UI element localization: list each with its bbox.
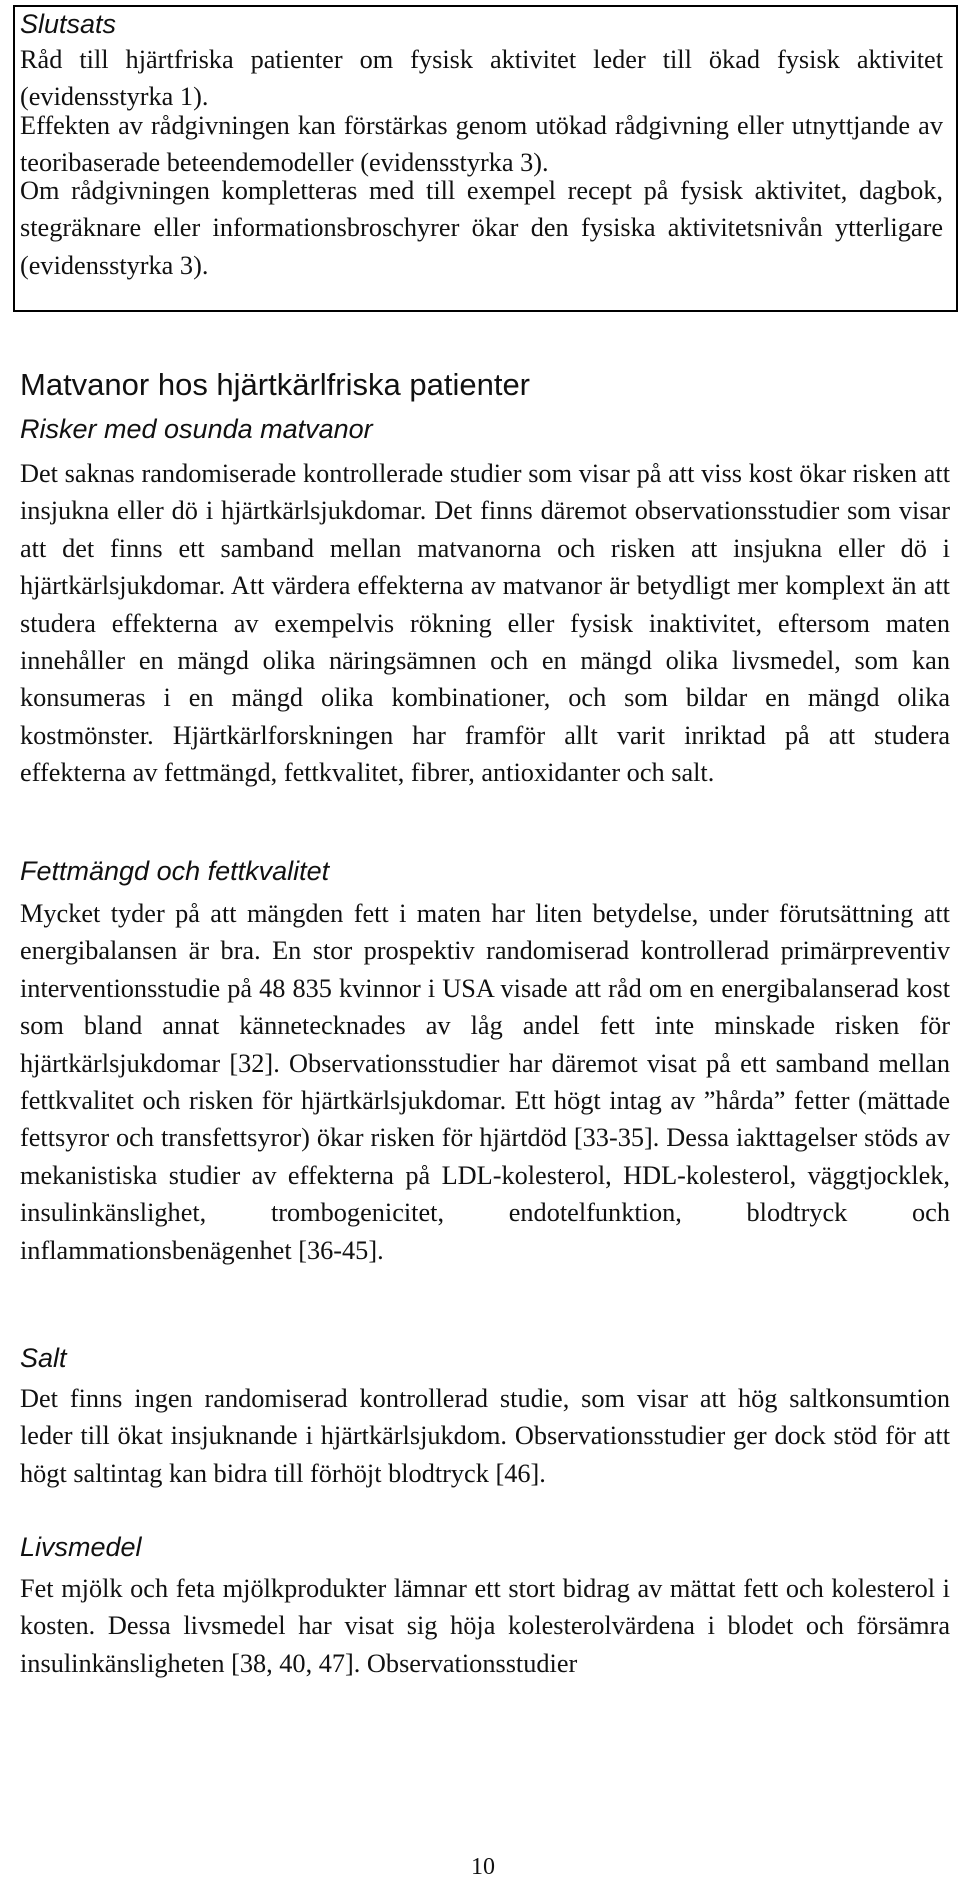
risks-paragraph: Det saknas randomiserade kontrollerade studier som visar på att viss kost ökar risken att insjukna eller dö i hjärtkärlsjukdomar. Det finns däremot observationsstudier som visar att det finns ett samband mellan matvanorna och risken att insjukna eller dö i hjärtkärlsjukdomar. Att värdera effekterna av matvanor är betydligt mer komplext än att studera effekterna av exempelvis rökning eller fysisk inaktivitet, eftersom maten innehåller en mängd olika näringsämnen och en mängd olika livsmedel, som kan konsumeras i en mängd olika kombinationer, och som bildar en mängd olika kostmönster. Hjärtkärlforskningen har framför allt varit inriktad på att studera effekterna av fettmängd, fettkvalitet, fibrer, antioxidanter och salt. <box>20 459 950 788</box>
food-paragraph: Fet mjölk och feta mjölkprodukter lämnar ett stort bidrag av mättat fett och kolesterol i kosten. Dessa livsmedel har visat sig höja kolesterolvärdena i blodet och försämra insulinkänsligheten [38, 40, 47]. Observationsstudier <box>20 1574 950 1678</box>
subheading-risks: Risker med osunda matvanor <box>20 414 373 444</box>
conclusion-title: Slutsats <box>20 9 117 39</box>
conclusion-paragraph: Råd till hjärtfriska patienter om fysisk aktivitet leder till ökad fysisk aktivitet (evidensstyrka 1). <box>20 45 943 112</box>
document-page <box>10 0 950 1891</box>
salt-paragraph: Det finns ingen randomiserad kontrollerad studie, som visar att hög saltkonsumtion leder till ökat insjuknande i hjärtkärlsjukdom. Observationsstudier ger dock stöd för att högt saltintag kan bidra till förhöjt blodtryck [46]. <box>20 1384 950 1488</box>
fat-paragraph: Mycket tyder på att mängden fett i maten har liten betydelse, under förutsättning att energibalansen är bra. En stor prospektiv randomiserad kontrollerad primärpreventiv interventionsstudie på 48 835 kvinnor i USA visade att råd om en energibalanserad kost som bland annat kännetecknades av låg andel fett inte minskade risken för hjärtkärlsjukdomar [32]. Observationsstudier har däremot visat på ett samband mellan fettkvalitet och risken för hjärtkärlsjukdomar. Ett högt intag av ”hårda” fetter (mättade fettsyror och transfettsyror) ökar risken för hjärtdöd [33-35]. Dessa iakttagelser stöds av mekanistiska studier av effekterna på LDL-kolesterol, HDL-kolesterol, väggtjocklek, insulinkänslighet, trombogenicitet, endotelfunktion, blodtryck och inflammationsbenägenhet [36-45]. <box>20 899 950 1265</box>
subheading-fat: Fettmängd och fettkvalitet <box>20 856 330 886</box>
page-number: 10 <box>471 1854 495 1880</box>
conclusion-paragraph: Om rådgivningen kompletteras med till exempel recept på fysisk aktivitet, dagbok, stegräknare eller informationsbroschyrer ökar den fysiska aktivitetsnivån ytterligare (evidensstyrka 3). <box>20 176 943 280</box>
section-title: Matvanor hos hjärtkärlfriska patienter <box>20 367 531 402</box>
subheading-salt: Salt <box>20 1343 67 1373</box>
conclusion-paragraph: Effekten av rådgivningen kan förstärkas genom utökad rådgivning eller utnyttjande av teoribaserade beteendemodeller (evidensstyrka 3). <box>20 111 943 178</box>
subheading-food: Livsmedel <box>20 1532 142 1562</box>
